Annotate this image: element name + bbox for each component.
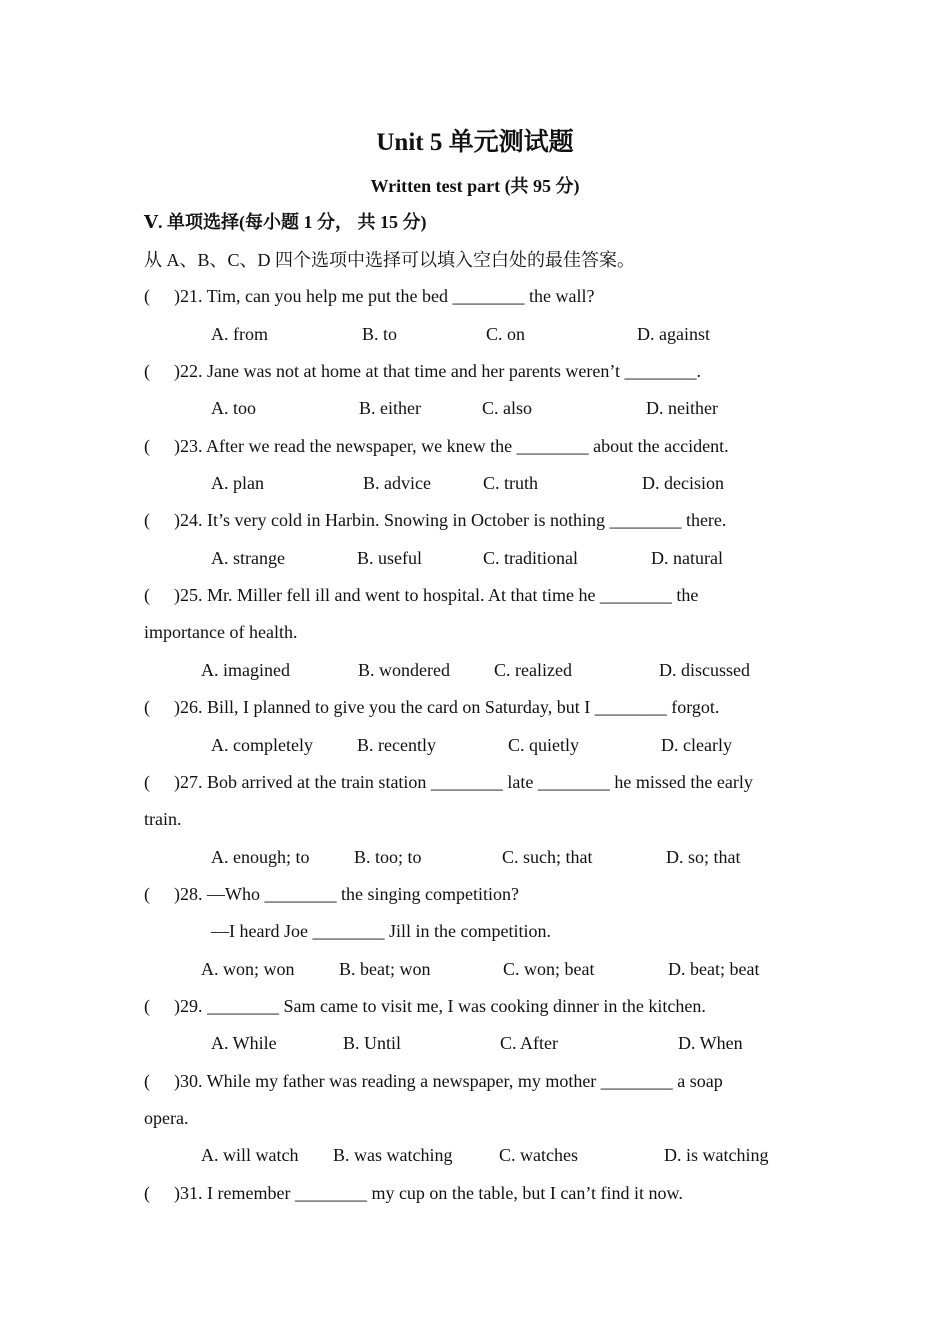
option-b: B. either	[359, 398, 421, 418]
option-a: A. imagined	[201, 660, 290, 680]
page-title: Unit 5 单元测试题	[376, 129, 574, 156]
question-continuation: opera.	[144, 1108, 189, 1128]
option-c: C. quietly	[508, 735, 579, 755]
option-d: D. is watching	[664, 1145, 769, 1165]
question-28	[144, 881, 519, 907]
answer-paren: (	[144, 772, 150, 792]
answer-paren: (	[144, 510, 150, 530]
question-stem: )22. Jane was not at home at that time and her parents weren’t ________.	[174, 361, 702, 381]
question-21	[144, 283, 594, 309]
option-a: A. enough; to	[211, 847, 310, 867]
question-27	[144, 769, 753, 795]
option-d: D. so; that	[666, 847, 741, 867]
question-stem: )27. Bob arrived at the train station ________ late ________ he missed the early	[174, 772, 753, 792]
option-a: A. too	[211, 398, 256, 418]
option-d: D. When	[678, 1033, 743, 1053]
option-b: B. was watching	[333, 1145, 453, 1165]
page-subtitle: Written test part (共 95 分)	[370, 176, 580, 196]
option-a: A. plan	[211, 473, 264, 493]
question-stem: )25. Mr. Miller fell ill and went to hospital. At that time he ________ the	[174, 585, 699, 605]
option-d: D. decision	[642, 473, 724, 493]
option-a: A. completely	[211, 735, 313, 755]
option-b: B. wondered	[358, 660, 450, 680]
question-stem: )29. ________ Sam came to visit me, I was cooking dinner in the kitchen.	[174, 996, 706, 1016]
option-b: B. useful	[357, 548, 422, 568]
question-stem: )23. After we read the newspaper, we knew the ________ about the accident.	[174, 436, 729, 456]
option-c: C. won; beat	[503, 959, 595, 979]
answer-paren: (	[144, 286, 150, 306]
answer-paren: (	[144, 697, 150, 717]
answer-paren: (	[144, 436, 150, 456]
option-c: C. such; that	[502, 847, 593, 867]
question-31	[144, 1180, 683, 1206]
option-b: B. too; to	[354, 847, 422, 867]
question-stem: )31. I remember ________ my cup on the table, but I can’t find it now.	[174, 1183, 683, 1203]
option-c: C. also	[482, 398, 533, 418]
question-stem: )21. Tim, can you help me put the bed ________ the wall?	[174, 286, 595, 306]
option-a: A. While	[211, 1033, 277, 1053]
answer-paren: (	[144, 585, 150, 605]
option-d: D. neither	[646, 398, 718, 418]
answer-paren: (	[144, 884, 150, 904]
question-26	[144, 694, 719, 720]
option-a: A. strange	[211, 548, 285, 568]
option-b: B. to	[362, 324, 398, 344]
section-heading: Ⅴ. 单项选择(每小题 1 分， 共 15 分)	[144, 212, 427, 232]
answer-paren: (	[144, 996, 150, 1016]
option-c: C. realized	[494, 660, 572, 680]
option-d: D. beat; beat	[668, 959, 760, 979]
option-c: C. After	[500, 1033, 558, 1053]
question-continuation: train.	[144, 809, 182, 829]
option-c: C. on	[486, 324, 526, 344]
option-a: A. won; won	[201, 959, 295, 979]
question-30	[144, 1068, 723, 1094]
instruction-text: 从 A、B、C、D 四个选项中选择可以填入空白处的最佳答案。	[144, 250, 636, 270]
answer-paren: (	[144, 1071, 150, 1091]
option-a: A. will watch	[201, 1145, 299, 1165]
question-23	[144, 433, 729, 459]
option-a: A. from	[211, 324, 268, 344]
option-d: D. against	[637, 324, 710, 344]
option-c: C. watches	[499, 1145, 578, 1165]
option-c: C. truth	[483, 473, 539, 493]
question-stem: )30. While my father was reading a newspaper, my mother ________ a soap	[174, 1071, 723, 1091]
question-29	[144, 993, 706, 1019]
question-25	[144, 582, 698, 608]
question-24	[144, 507, 726, 533]
answer-paren: (	[144, 1183, 150, 1203]
option-b: B. Until	[343, 1033, 402, 1053]
question-22	[144, 358, 701, 384]
question-continuation: importance of health.	[144, 622, 298, 642]
option-c: C. traditional	[483, 548, 578, 568]
option-d: D. natural	[651, 548, 723, 568]
question-stem: )24. It’s very cold in Harbin. Snowing in October is nothing ________ there.	[174, 510, 727, 530]
question-stem: )26. Bill, I planned to give you the card on Saturday, but I ________ forgot.	[174, 697, 720, 717]
question-stem: )28. —Who ________ the singing competition?	[174, 884, 519, 904]
option-b: B. beat; won	[339, 959, 431, 979]
option-b: B. advice	[363, 473, 431, 493]
question-dialogue-line: —I heard Joe ________ Jill in the competition.	[211, 921, 551, 941]
option-d: D. discussed	[659, 660, 750, 680]
answer-paren: (	[144, 361, 150, 381]
option-b: B. recently	[357, 735, 436, 755]
option-d: D. clearly	[661, 735, 732, 755]
